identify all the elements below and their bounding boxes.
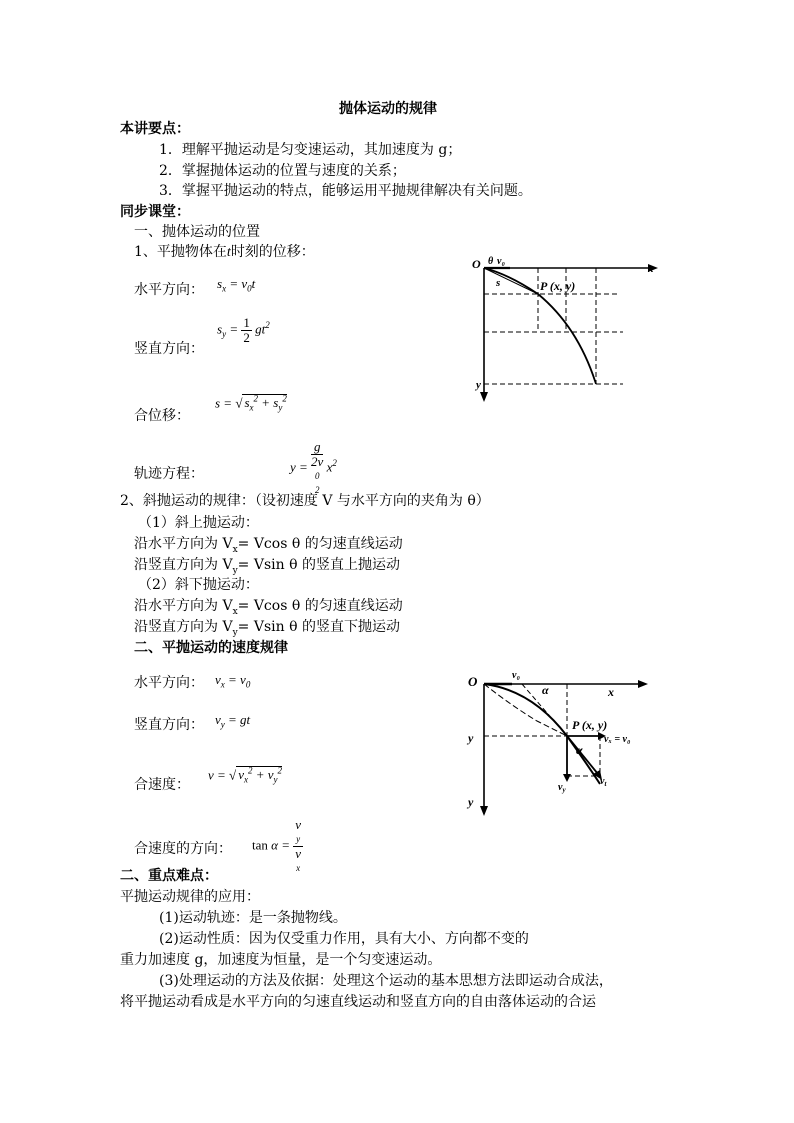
oblique-heading: 2、斜抛运动的规律：（设初速度 V 与水平方向的夹角为 θ） [120, 493, 490, 509]
vt-label: $v_t$ [600, 776, 607, 788]
alpha-label-top: α [542, 683, 549, 697]
horizontal-label-2: 水平方向： [134, 675, 204, 691]
theta-label: θ [488, 256, 494, 267]
page-title: 抛体运动的规律 [339, 101, 437, 117]
x-axis-label-2: x [608, 685, 614, 699]
s-label: s [496, 277, 501, 289]
displacement-diagram [468, 252, 664, 404]
formula-v: v = √ $v_x^2 + v_y^2$ [208, 766, 283, 785]
oblique-down-heading: （2）斜下抛运动： [138, 577, 259, 593]
alpha-label-bottom: α [576, 743, 583, 757]
difficulty-3: (3)处理运动的方法及依据：处理这个运动的基本思想方法即运动合成法， [159, 973, 613, 989]
difficulty-2-cont: 重力加速度 g，加速度为恒量，是一个匀变速运动。 [120, 952, 442, 968]
section1-heading: 一、抛体运动的位置 [134, 224, 260, 240]
formula-s: s = √ $s_x^2 + s_y^2$ [215, 394, 287, 413]
horizontal-label: 水平方向： [134, 282, 204, 298]
formula-tan-alpha: tan α = v y v x [252, 817, 302, 873]
y-axis-label-2: y [468, 795, 474, 809]
oblique-down-vertical: 沿竖直方向为 $V_y= Vsin$ θ 的竖直下抛运动 [134, 619, 400, 638]
section2-heading: 二、平抛运动的速度规律 [134, 640, 288, 656]
y-tick-label: y [468, 731, 474, 745]
vertical-label-2: 竖直方向： [134, 717, 204, 733]
difficulties-intro: 平抛运动规律的应用： [120, 889, 260, 905]
trajectory-label: 轨迹方程： [134, 466, 204, 482]
oblique-up-vertical: 沿竖直方向为 $V_y= Vsin$ θ 的竖直上抛运动 [134, 557, 400, 576]
resultant-displacement-label: 合位移： [134, 408, 190, 424]
difficulties-heading: 二、重点难点： [120, 868, 218, 884]
formula-trajectory: y = g 2v 0 2 $x^2$ [290, 439, 337, 495]
key-point-1: 1．理解平抛运动是匀变速运动，其加速度为 g； [159, 142, 462, 158]
difficulty-1: (1)运动轨迹：是一条抛物线。 [159, 910, 347, 926]
oblique-up-heading: （1）斜上抛运动： [138, 515, 259, 531]
difficulty-2: (2)运动性质：因为仅受重力作用，具有大小、方向都不变的 [159, 931, 529, 947]
oblique-up-horizontal: 沿水平方向为 $V_x= Vcos$ θ 的匀速直线运动 [134, 536, 403, 555]
point-p-label-2: P (x, y) [572, 718, 608, 732]
resultant-velocity-label: 合速度： [134, 777, 190, 793]
point-p-label: P (x, y) [540, 279, 576, 293]
x-axis-label: x [648, 263, 654, 275]
vy-label: $v_y$ [558, 782, 566, 794]
velocity-direction-label: 合速度的方向： [134, 841, 232, 857]
formula-vy: $v_y$ = gt [215, 712, 251, 730]
classroom-heading: 同步课堂： [120, 204, 190, 220]
formula-sy: $s_y$ = $\frac{1}{2}$ $gt^2$ [217, 315, 270, 345]
v0-label: v₀ [497, 256, 505, 267]
sub1-heading: 1、平抛物体在t时刻的位移： [134, 244, 315, 260]
y-axis-label: y [476, 379, 481, 391]
vertical-label: 竖直方向： [134, 341, 204, 357]
oblique-down-horizontal: 沿水平方向为 $V_x= Vcos$ θ 的匀速直线运动 [134, 598, 403, 617]
origin-label: O [472, 257, 481, 271]
origin-label-2: O [468, 674, 478, 689]
formula-sx: $s_x = v_0t$ [217, 276, 256, 294]
key-points-heading: 本讲要点： [120, 121, 190, 137]
key-point-3: 3．掌握平抛运动的特点，能够运用平抛规律解决有关问题。 [159, 183, 532, 199]
velocity-diagram [462, 666, 662, 816]
difficulty-3-cont: 将平抛运动看成是水平方向的匀速直线运动和竖直方向的自由落体运动的合运 [120, 994, 596, 1010]
v0-label-2: v₀ [512, 670, 520, 681]
key-point-2: 2．掌握抛体运动的位置与速度的关系； [159, 163, 406, 179]
formula-vx: $v_x = v_0$ [215, 672, 251, 690]
vx-eq-label: vₓ = v₀ [604, 734, 631, 745]
